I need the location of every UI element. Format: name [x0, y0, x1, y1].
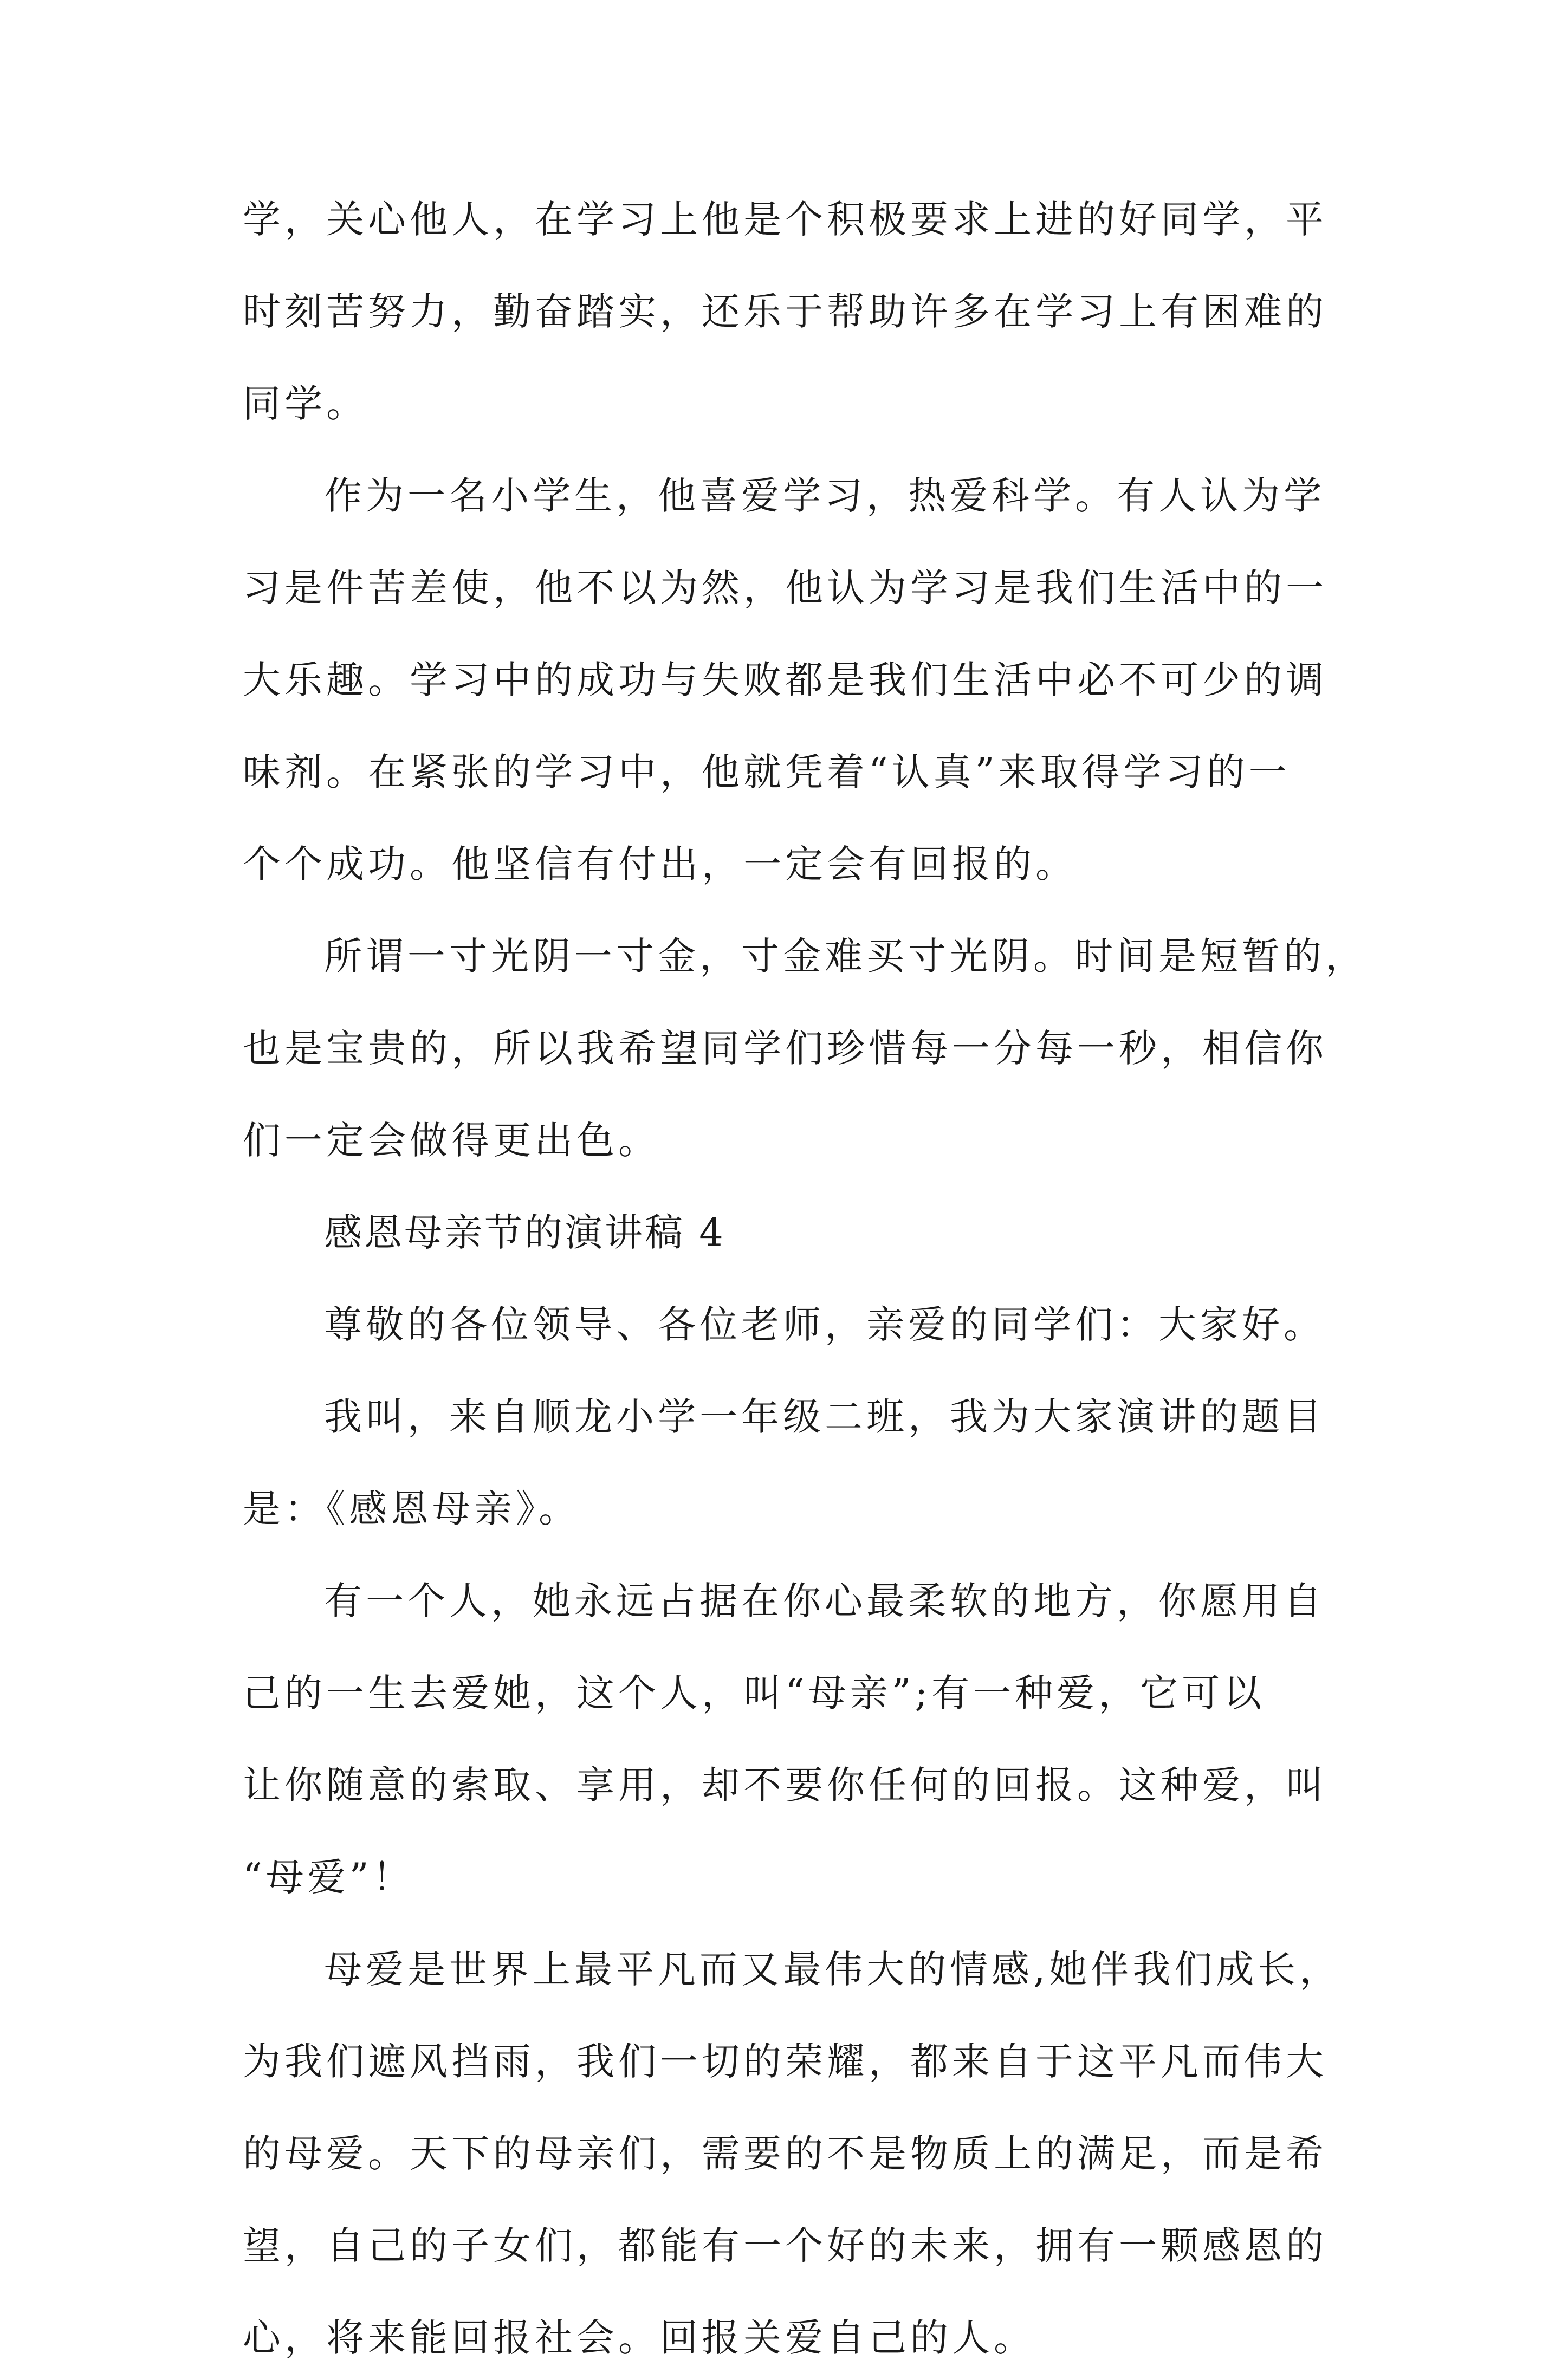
text-line: 母爱是世界上最平凡而又最伟大的情感,她伴我们成长， — [324, 1947, 1342, 1992]
paragraph-3 — [243, 934, 1367, 1163]
text-line: 望，自己的子女们，都能有一个好的未来，拥有一颗感恩的 — [243, 2223, 1327, 2268]
paragraph-2 — [243, 474, 1348, 886]
paragraph-4 — [243, 1395, 1348, 1531]
text-line: 习是件苦差使，他不以为然，他认为学习是我们生活中的一 — [243, 566, 1327, 610]
text-line: 心，将来能回报社会。回报关爱自己的人。 — [243, 2316, 1035, 2360]
text-line: 所谓一寸光阴一寸金，寸金难买寸光阴。时间是短暂的， — [324, 934, 1367, 978]
text-line: 学，关心他人，在学习上他是个积极要求上进的好同学，平 — [243, 197, 1327, 242]
text-line: 有一个人，她永远占据在你心最柔软的地方，你愿用自 — [324, 1579, 1325, 1623]
text-line: 的母爱。天下的母亲们，需要的不是物质上的满足，而是希 — [243, 2131, 1327, 2176]
text-line: 味剂。在紧张的学习中，他就凭着“认真”来取得学习的一 — [243, 750, 1291, 794]
text-line: “母爱”！ — [243, 1855, 414, 1899]
document-body — [243, 197, 1367, 2360]
salutation — [243, 1302, 1348, 1347]
text-line: 大乐趣。学习中的成功与失败都是我们生活中必不可少的调 — [243, 658, 1327, 702]
text-line: 个个成功。他坚信有付出，一定会有回报的。 — [243, 842, 1077, 886]
salutation-text: 尊敬的各位领导、各位老师，亲爱的同学们：大家好。 — [324, 1302, 1325, 1347]
paragraph-5 — [243, 1579, 1348, 1899]
text-line: 己的一生去爱她，这个人，叫“母亲”;有一种爱，它可以 — [243, 1671, 1266, 1715]
paragraph-6 — [243, 1947, 1348, 2360]
text-line: 是：《感恩母亲》。 — [243, 1487, 580, 1531]
section-title — [243, 1210, 1348, 1255]
text-line: 我叫，来自顺龙小学一年级二班，我为大家演讲的题目 — [324, 1395, 1325, 1439]
text-line: 让你随意的索取、享用，却不要你任何的回报。这种爱，叫 — [243, 1763, 1327, 1807]
paragraph-1 — [243, 197, 1348, 426]
section-title-text: 感恩母亲节的演讲稿 4 — [324, 1210, 725, 1255]
text-line: 也是宝贵的，所以我希望同学们珍惜每一分每一秒，相信你 — [243, 1026, 1327, 1071]
text-line: 为我们遮风挡雨，我们一切的荣耀，都来自于这平凡而伟大 — [243, 2039, 1327, 2084]
text-line: 们一定会做得更出色。 — [243, 1118, 660, 1163]
text-line: 时刻苦努力，勤奋踏实，还乐于帮助许多在学习上有困难的 — [243, 289, 1327, 334]
text-line: 作为一名小学生，他喜爱学习，热爱科学。有人认为学 — [324, 474, 1325, 518]
text-line: 同学。 — [243, 381, 368, 426]
